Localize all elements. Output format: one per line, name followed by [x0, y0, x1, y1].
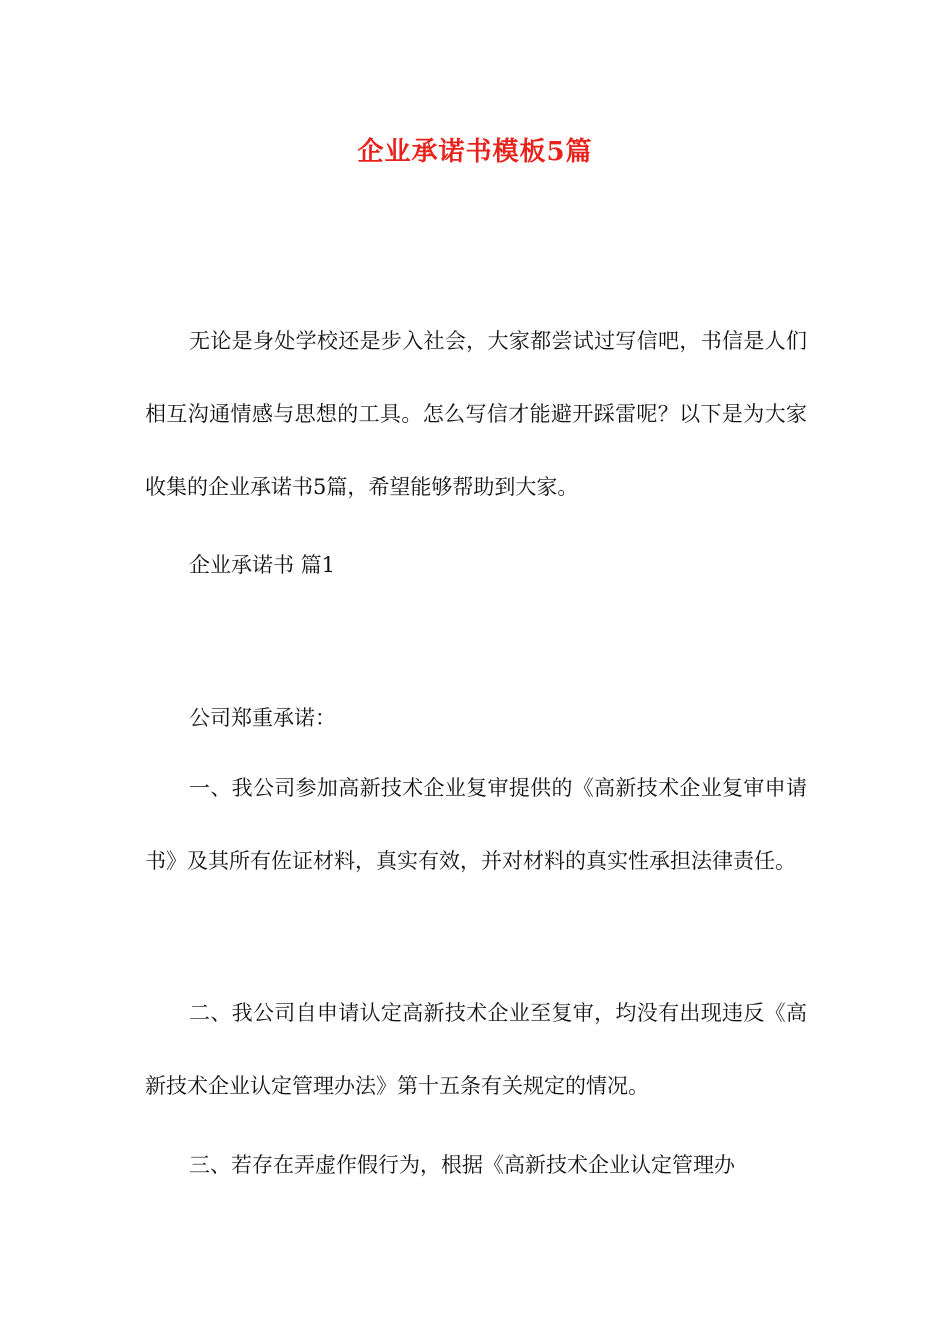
intro-paragraph: 无论是身处学校还是步入社会，大家都尝试过写信吧，书信是人们相互沟通情感与思想的工具。怎么写信才能避开踩雷呢？以下是为大家收集的企业承诺书5篇，希望能够帮助到大家。 — [145, 329, 807, 499]
commitment-item-3: 三、若存在弄虚作假行为，根据《高新技术企业认定管理办 — [189, 1153, 735, 1177]
document-title: 企业承诺书模板5篇 — [357, 137, 593, 167]
section-heading: 企业承诺书 篇1 — [189, 553, 336, 577]
commitment-item-1: 一、我公司参加高新技术企业复审提供的《高新技术企业复审申请书》及其所有佐证材料，真实有效，并对材料的真实性承担法律责任。 — [145, 776, 807, 873]
commitment-item-2: 二、我公司自申请认定高新技术企业至复审，均没有出现违反《高新技术企业认定管理办法》第十五条有关规定的情况。 — [145, 1001, 807, 1098]
salutation-line: 公司郑重承诺： — [189, 706, 336, 730]
